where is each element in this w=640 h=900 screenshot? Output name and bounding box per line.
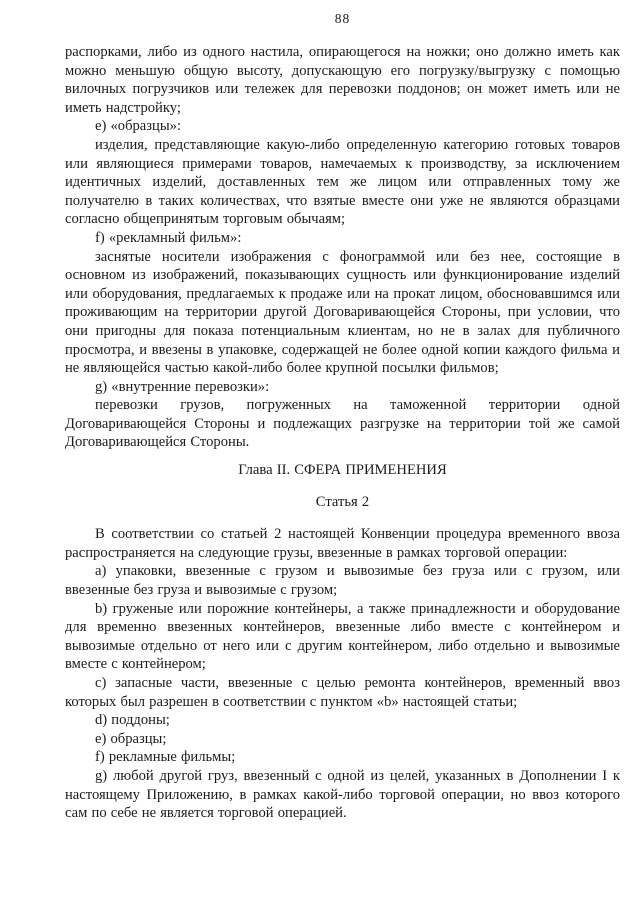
body-paragraph: c) запасные части, ввезенные с целью ремонта контейнеров, временный ввоз которых был разрешен в соответствии с пунктом «b» настоящей статьи; — [65, 675, 620, 710]
body-paragraph: распорками, либо из одного настила, опирающегося на ножки; оно должно иметь как можно меньшую общую высоту, допускающую его погрузку/выгрузку с помощью вилочных погрузчиков или тележек для перевозки поддонов; он может иметь или не иметь надстройку; — [65, 44, 620, 116]
body-paragraph: b) груженые или порожние контейнеры, а также принадлежности и оборудование для временно ввезенных контейнеров, ввезенные либо вместе с контейнером и вывозимые отдельно от него или с другим контейнером, либо отдельно и вывозимые вместе с контейнером; — [65, 600, 620, 673]
chapter-heading: Глава II. СФЕРА ПРИМЕНЕНИЯ — [238, 462, 447, 479]
body-paragraph: заснятые носители изображения с фонограммой или без нее, состоящие в основном из изображений, показывающих сущность или функционирование изделий или оборудования, предлагаемых к продаже или на прокат лицом, обосновавшимся или проживающим на территории другой Договаривающейся Стороны, при условии, что они пригодны для показа потенциальным клиентам, но не в залах для публичного просмотра, и ввезены в упаковке, содержащей не более одной копии каждого фильма и не являющейся частью какой-либо более крупной посылки фильмов; — [65, 248, 620, 377]
body-paragraph: e) «образцы»: — [95, 118, 182, 135]
body-paragraph: g) любой другой груз, ввезенный с одной из целей, указанных в Дополнении I к настоящему Приложению, в рамках какой-либо торговой операции, но ввоз которого сам по себе не является торговой операцией. — [65, 767, 620, 822]
body-paragraph: a) упаковки, ввезенные с грузом и вывозимые без груза или с грузом, или ввезенные без груза и вывозимые с грузом; — [65, 563, 620, 599]
article-heading: Статья 2 — [315, 493, 370, 510]
body-paragraph: e) образцы; — [95, 730, 167, 747]
body-paragraph: изделия, представляющие какую-либо определенную категорию готовых товаров или являющиеся примерами товаров, намечаемых к производству, за исключением идентичных изделий, доставленных тем же лицом или отправленных тому же получателю в таких количествах, что взятые вместе они уже не являются образцами согласно общепринятым торговым обычаям; — [65, 136, 620, 228]
body-paragraph: f) рекламные фильмы; — [95, 749, 236, 766]
page-number: 88 — [334, 11, 351, 26]
body-paragraph: перевозки грузов, погруженных на таможенной территории одной Договаривающейся Стороны и подлежащих разгрузке на территории той же самой Договаривающейся Стороны. — [65, 397, 620, 451]
body-paragraph: d) поддоны; — [95, 712, 170, 729]
document-content — [65, 43, 620, 823]
body-paragraph: f) «рекламный фильм»: — [95, 229, 242, 246]
body-paragraph: g) «внутренние перевозки»: — [95, 378, 270, 395]
body-paragraph: В соответствии со статьей 2 настоящей Конвенции процедура временного ввоза распространяется на следующие грузы, ввезенные в рамках торговой операции: — [65, 526, 620, 561]
